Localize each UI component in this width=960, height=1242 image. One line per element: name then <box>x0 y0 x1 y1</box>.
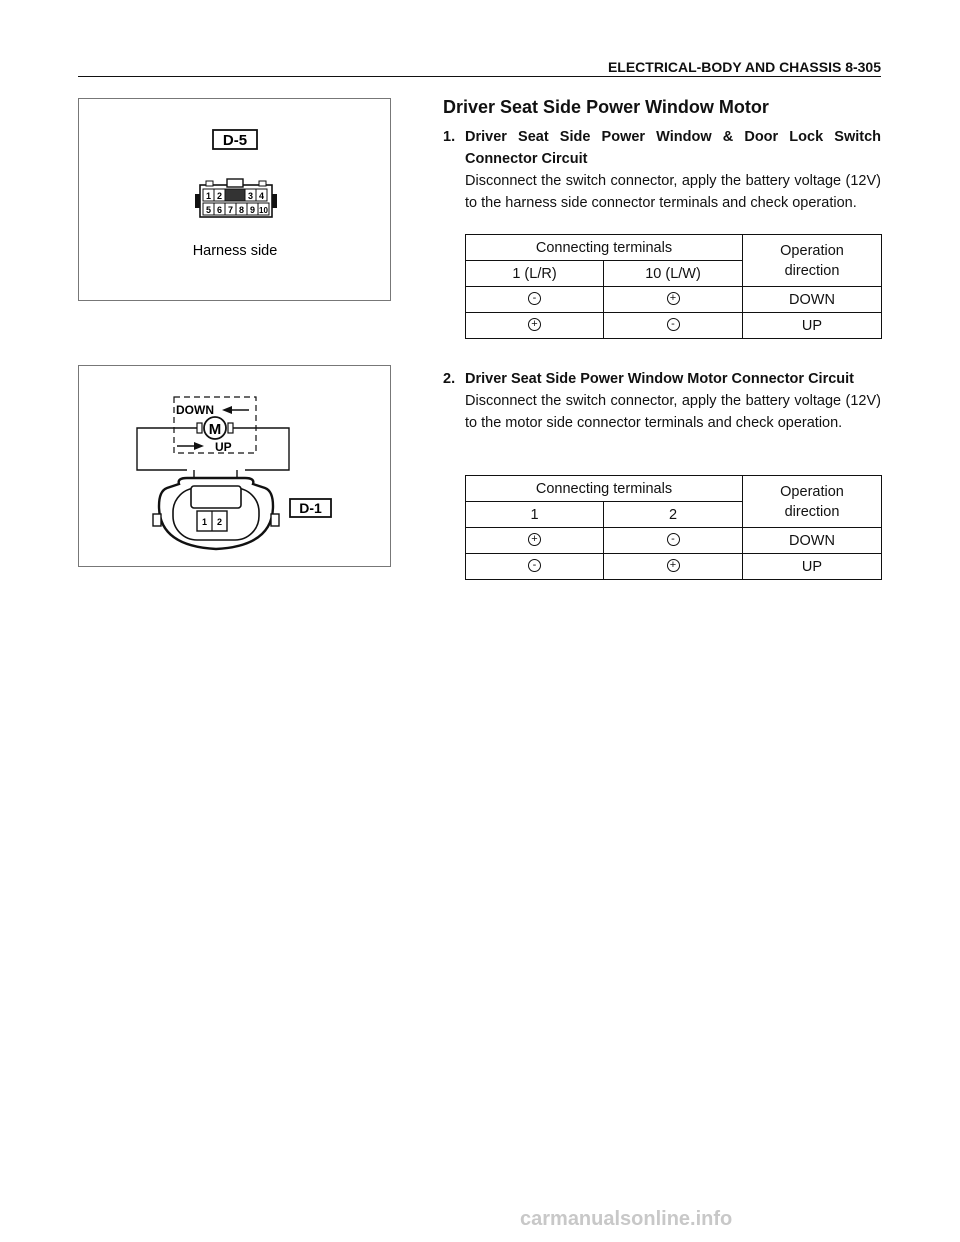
plus-symbol-icon: + <box>528 318 541 331</box>
wire-left <box>137 428 200 470</box>
d5-pin-label: 6 <box>216 205 223 215</box>
d5-pin-label: 10 <box>259 206 268 215</box>
d1-label: D-1 <box>299 500 322 516</box>
op-header-line2: direction <box>784 503 840 520</box>
table-row <box>466 554 882 580</box>
minus-symbol-icon: - <box>528 292 541 305</box>
table-op-header <box>743 476 882 528</box>
d1-pin-label: 2 <box>216 517 223 527</box>
table-row <box>466 313 882 339</box>
step-body: Disconnect the switch connector, apply the battery voltage (12V) to the harness side connector terminals and check operation. <box>465 173 881 211</box>
table-col-header: 1 (L/R) <box>466 261 604 287</box>
d5-top-notch-left <box>206 181 213 186</box>
minus-symbol-icon: - <box>667 533 680 546</box>
motor-label: M <box>208 421 222 438</box>
table-cell <box>604 528 743 554</box>
step-heading: Driver Seat Side Power Window Motor Connector Circuit <box>465 371 855 387</box>
d5-connector-diagram <box>79 99 390 300</box>
step-2 <box>443 368 881 434</box>
table-col-header: 10 (L/W) <box>604 261 743 287</box>
table-group-header: Connecting terminals <box>466 235 743 261</box>
step-heading: Driver Seat Side Power Window & Door Lock Switch Connector Circuit <box>465 129 881 167</box>
table-cell: UP <box>743 554 882 580</box>
step-body: Disconnect the switch connector, apply the battery voltage (12V) to the motor side connector terminals and check operation. <box>465 393 881 431</box>
table-row <box>466 287 882 313</box>
wire-right <box>232 428 289 470</box>
terminal-table-2 <box>465 475 882 580</box>
d5-pin-label: 3 <box>247 191 254 201</box>
watermark: carmanualsonline.info <box>520 1208 733 1230</box>
op-header-line1: Operation <box>780 483 844 500</box>
figure-d5-connector <box>78 98 391 301</box>
op-header-line2: direction <box>784 262 840 279</box>
table-cell <box>604 554 743 580</box>
up-label: UP <box>215 440 232 454</box>
d1-side-tab-right <box>271 514 279 526</box>
d1-motor-diagram <box>79 366 390 566</box>
table-cell: DOWN <box>743 287 882 313</box>
d5-pin-label: 1 <box>205 191 212 201</box>
table-row <box>466 528 882 554</box>
page-header <box>78 58 881 77</box>
header-title: ELECTRICAL-BODY AND CHASSIS 8-305 <box>607 59 881 75</box>
minus-symbol-icon: - <box>667 318 680 331</box>
table-cell <box>604 287 743 313</box>
d5-side-tab-right <box>272 194 277 208</box>
table-cell <box>466 528 604 554</box>
table-op-header <box>743 235 882 287</box>
minus-symbol-icon: - <box>528 559 541 572</box>
terminal-table-1 <box>465 234 882 339</box>
down-arrow-icon <box>222 406 232 414</box>
step-number: 2. <box>443 371 456 387</box>
table-col-header: 2 <box>604 502 743 528</box>
motor-brush-left <box>197 423 202 433</box>
d5-pin-label: 4 <box>258 191 265 201</box>
d5-pin-label: 5 <box>205 205 212 215</box>
d5-pin-label: 2 <box>216 191 223 201</box>
table-cell <box>604 313 743 339</box>
d5-label: D-5 <box>222 132 248 149</box>
d1-connector-latch <box>191 486 241 508</box>
plus-symbol-icon: + <box>528 533 541 546</box>
d5-lock-tab <box>227 179 243 187</box>
up-arrow-icon <box>194 442 204 450</box>
table-cell: UP <box>743 313 882 339</box>
figure1-caption: Harness side <box>192 243 278 259</box>
step-number: 1. <box>443 129 456 145</box>
d5-pin-label: 9 <box>249 205 256 215</box>
d5-pin-label: 8 <box>238 205 245 215</box>
table-col-header: 1 <box>466 502 604 528</box>
down-label: DOWN <box>176 403 214 417</box>
d1-pin-label: 1 <box>201 517 208 527</box>
d5-pin-label: 7 <box>227 205 234 215</box>
table-cell <box>466 287 604 313</box>
plus-symbol-icon: + <box>667 559 680 572</box>
section-title: Driver Seat Side Power Window Motor <box>443 97 769 117</box>
plus-symbol-icon: + <box>667 292 680 305</box>
step-1 <box>443 126 881 214</box>
table-group-header: Connecting terminals <box>466 476 743 502</box>
op-header-line1: Operation <box>780 242 844 259</box>
table-cell <box>466 313 604 339</box>
figure-d1-motor <box>78 365 391 567</box>
d1-side-tab-left <box>153 514 161 526</box>
table-cell <box>466 554 604 580</box>
motor-brush-right <box>228 423 233 433</box>
d5-top-notch-right <box>259 181 266 186</box>
d5-side-tab-left <box>195 194 200 208</box>
table-cell: DOWN <box>743 528 882 554</box>
d5-blank-cell <box>225 189 245 201</box>
